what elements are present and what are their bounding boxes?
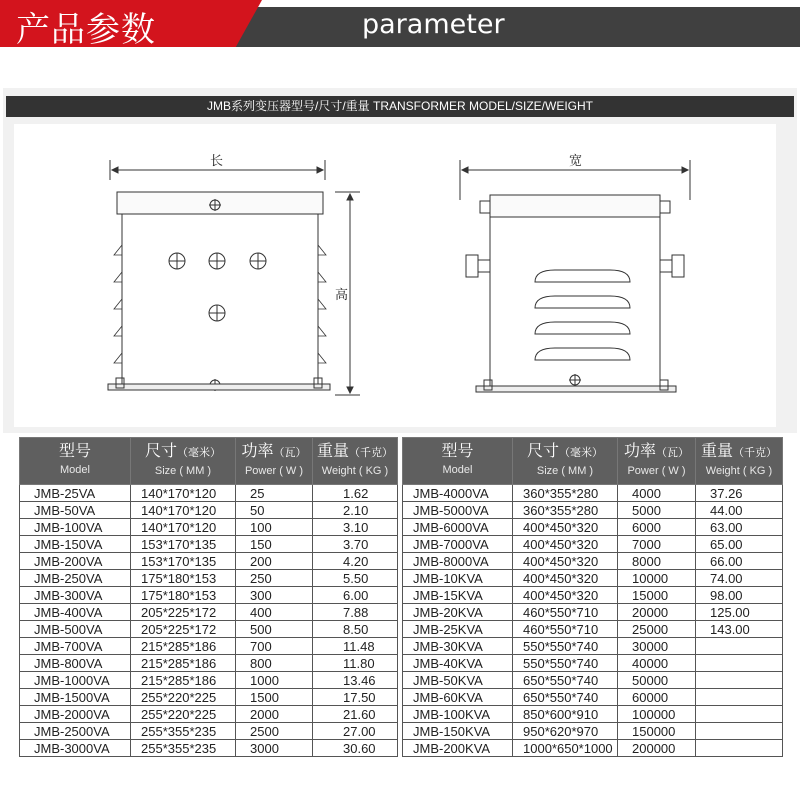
cell-weight: 3.70 [313,536,398,553]
header-model: 型号 Model [20,438,131,485]
spec-table-left [19,437,398,757]
cell-size: 175*180*153 [131,587,236,604]
cell-model: JMB-3000VA [20,740,131,757]
table-row [20,553,398,570]
cell-weight: 125.00 [696,604,783,621]
header-power: 功率（瓦） Power ( W ) [236,438,313,485]
cell-weight: 21.60 [313,706,398,723]
cell-model: JMB-20KVA [403,604,513,621]
table-row [403,740,783,757]
cell-size: 550*550*740 [513,655,618,672]
cell-weight: 6.00 [313,587,398,604]
cell-model: JMB-200VA [20,553,131,570]
cell-size: 215*285*186 [131,638,236,655]
cell-model: JMB-1000VA [20,672,131,689]
cell-weight: 74.00 [696,570,783,587]
cell-size: 360*355*280 [513,502,618,519]
header-model: 型号 Model [403,438,513,485]
cell-power: 5000 [618,502,696,519]
cell-size: 400*450*320 [513,536,618,553]
header-size: 尺寸（毫米） Size ( MM ) [131,438,236,485]
cell-weight: 98.00 [696,587,783,604]
cell-model: JMB-7000VA [403,536,513,553]
cell-weight: 5.50 [313,570,398,587]
width-label: 宽 [569,153,583,168]
table-row [20,502,398,519]
cell-size: 460*550*710 [513,604,618,621]
cell-weight: 2.10 [313,502,398,519]
transformer-drawing [14,124,776,427]
table-row [403,587,783,604]
table-row [403,502,783,519]
cell-power: 50000 [618,672,696,689]
cell-weight: 66.00 [696,553,783,570]
cell-size: 205*225*172 [131,604,236,621]
cell-size: 650*550*740 [513,689,618,706]
cell-size: 650*550*740 [513,672,618,689]
spec-table-right [402,437,783,757]
table-row [403,621,783,638]
cell-weight: 1.62 [313,485,398,502]
cell-size: 140*170*120 [131,519,236,536]
cell-power: 1500 [236,689,313,706]
table-row [20,638,398,655]
cell-power: 1000 [236,672,313,689]
cell-power: 20000 [618,604,696,621]
cell-model: JMB-400VA [20,604,131,621]
cell-power: 50 [236,502,313,519]
cell-model: JMB-30KVA [403,638,513,655]
cell-size: 1000*650*1000 [513,740,618,757]
cell-power: 4000 [618,485,696,502]
cell-power: 8000 [618,553,696,570]
cell-size: 255*355*235 [131,723,236,740]
cell-power: 60000 [618,689,696,706]
cell-weight: 17.50 [313,689,398,706]
cell-size: 175*180*153 [131,570,236,587]
cell-power: 300 [236,587,313,604]
cell-weight: 63.00 [696,519,783,536]
cell-model: JMB-2500VA [20,723,131,740]
cell-size: 205*225*172 [131,621,236,638]
table-row [403,723,783,740]
cell-power: 25 [236,485,313,502]
table-row [403,570,783,587]
cell-power: 25000 [618,621,696,638]
cell-weight: 44.00 [696,502,783,519]
table-row [20,604,398,621]
cell-model: JMB-100KVA [403,706,513,723]
cell-weight [696,672,783,689]
cell-model: JMB-2000VA [20,706,131,723]
header-title-cn: 产品参数 [16,10,156,50]
cell-power: 3000 [236,740,313,757]
cell-model: JMB-25VA [20,485,131,502]
cell-size: 400*450*320 [513,570,618,587]
cell-weight: 27.00 [313,723,398,740]
cell-size: 255*355*235 [131,740,236,757]
header-weight: 重量（千克） Weight ( KG ) [313,438,398,485]
cell-power: 500 [236,621,313,638]
cell-model: JMB-250VA [20,570,131,587]
cell-weight: 8.50 [313,621,398,638]
table-row [20,621,398,638]
cell-power: 10000 [618,570,696,587]
table-row [20,689,398,706]
cell-size: 400*450*320 [513,587,618,604]
cell-power: 800 [236,655,313,672]
header-power: 功率（瓦） Power ( W ) [618,438,696,485]
cell-model: JMB-25KVA [403,621,513,638]
table-row [20,672,398,689]
table-row [20,519,398,536]
cell-model: JMB-150VA [20,536,131,553]
cell-model: JMB-40KVA [403,655,513,672]
cell-size: 360*355*280 [513,485,618,502]
cell-model: JMB-1500VA [20,689,131,706]
table-row [20,485,398,502]
table-row [20,740,398,757]
cell-size: 400*450*320 [513,519,618,536]
cell-size: 153*170*135 [131,553,236,570]
cell-power: 2500 [236,723,313,740]
cell-size: 215*285*186 [131,655,236,672]
table-row [20,570,398,587]
cell-size: 215*285*186 [131,672,236,689]
cell-power: 200000 [618,740,696,757]
cell-power: 700 [236,638,313,655]
cell-model: JMB-50VA [20,502,131,519]
cell-weight: 13.46 [313,672,398,689]
cell-size: 153*170*135 [131,536,236,553]
table-row [403,553,783,570]
side-view-diagram [460,160,690,392]
cell-weight: 3.10 [313,519,398,536]
cell-weight: 37.26 [696,485,783,502]
cell-size: 255*220*225 [131,706,236,723]
table-row [20,723,398,740]
cell-model: JMB-6000VA [403,519,513,536]
table-row [20,587,398,604]
cell-power: 40000 [618,655,696,672]
header-size: 尺寸（毫米） Size ( MM ) [513,438,618,485]
cell-model: JMB-150KVA [403,723,513,740]
cell-power: 400 [236,604,313,621]
cell-power: 200 [236,553,313,570]
cell-weight [696,638,783,655]
cell-weight [696,740,783,757]
cell-weight: 65.00 [696,536,783,553]
cell-weight: 11.48 [313,638,398,655]
cell-power: 100 [236,519,313,536]
cell-size: 140*170*120 [131,485,236,502]
header-weight: 重量（千克） Weight ( KG ) [696,438,783,485]
cell-model: JMB-60KVA [403,689,513,706]
cell-power: 15000 [618,587,696,604]
cell-weight [696,655,783,672]
cell-size: 400*450*320 [513,553,618,570]
cell-weight: 7.88 [313,604,398,621]
cell-power: 100000 [618,706,696,723]
cell-model: JMB-800VA [20,655,131,672]
table-row [403,655,783,672]
cell-power: 30000 [618,638,696,655]
table-row [20,706,398,723]
cell-model: JMB-15KVA [403,587,513,604]
cell-size: 140*170*120 [131,502,236,519]
cell-weight [696,723,783,740]
cell-model: JMB-4000VA [403,485,513,502]
cell-model: JMB-500VA [20,621,131,638]
cell-model: JMB-50KVA [403,672,513,689]
cell-model: JMB-10KVA [403,570,513,587]
cell-power: 7000 [618,536,696,553]
table-row [20,655,398,672]
cell-model: JMB-700VA [20,638,131,655]
cell-size: 850*600*910 [513,706,618,723]
cell-weight: 143.00 [696,621,783,638]
table-row [403,706,783,723]
table-row [403,485,783,502]
cell-model: JMB-100VA [20,519,131,536]
table-row [20,536,398,553]
cell-power: 250 [236,570,313,587]
cell-power: 150 [236,536,313,553]
cell-weight [696,689,783,706]
cell-weight: 11.80 [313,655,398,672]
section-title: JMB系列变压器型号/尺寸/重量 TRANSFORMER MODEL/SIZE/WEIGHT [6,96,794,117]
height-label: 高 [335,287,349,302]
table-row [403,519,783,536]
cell-weight [696,706,783,723]
cell-model: JMB-5000VA [403,502,513,519]
front-view-diagram [108,160,360,395]
cell-power: 6000 [618,519,696,536]
cell-model: JMB-200KVA [403,740,513,757]
cell-size: 460*550*710 [513,621,618,638]
cell-weight: 4.20 [313,553,398,570]
table-row [403,689,783,706]
table-row [403,536,783,553]
cell-size: 255*220*225 [131,689,236,706]
cell-model: JMB-8000VA [403,553,513,570]
table-row [403,604,783,621]
length-label: 长 [210,153,224,168]
cell-size: 550*550*740 [513,638,618,655]
cell-power: 150000 [618,723,696,740]
table-row [403,638,783,655]
cell-model: JMB-300VA [20,587,131,604]
cell-power: 2000 [236,706,313,723]
header-title-en: parameter [362,9,505,40]
cell-size: 950*620*970 [513,723,618,740]
cell-weight: 30.60 [313,740,398,757]
table-row [403,672,783,689]
